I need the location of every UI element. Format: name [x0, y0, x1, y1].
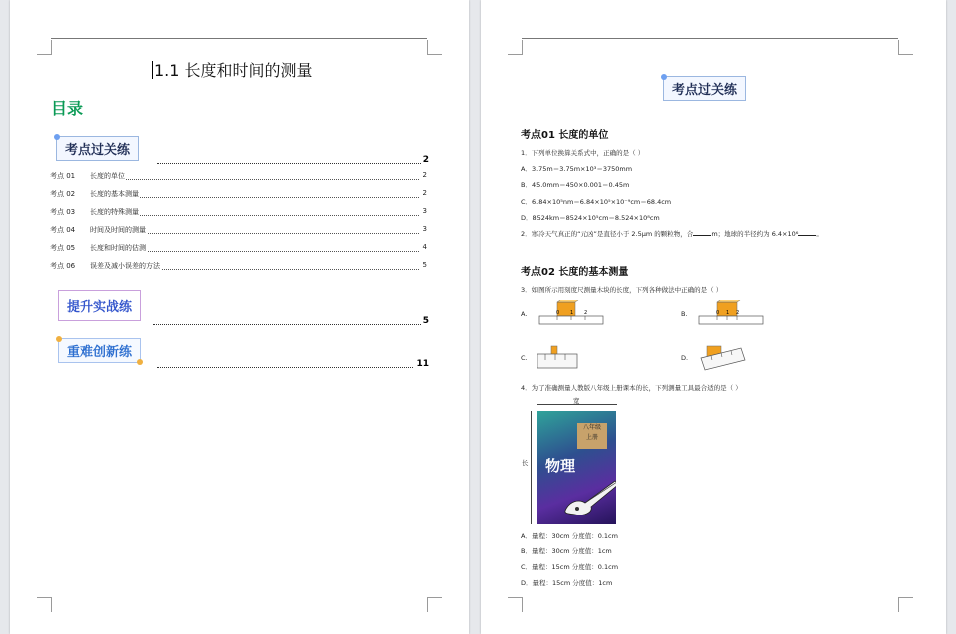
- ruler-figure-c: C.: [537, 344, 617, 374]
- ruler-diagram: [537, 344, 617, 374]
- tag-dot-icon: [54, 134, 60, 140]
- crop-mark: [37, 597, 52, 612]
- section-tag-kaodian[interactable]: 考点过关练: [56, 136, 139, 161]
- toc-heading: 目录: [51, 99, 84, 118]
- crop-mark: [508, 597, 523, 612]
- textbook-cover-image: [537, 411, 616, 524]
- toc-item[interactable]: 考点 03 长度的特殊测量 3: [50, 207, 427, 216]
- toc-item[interactable]: 考点 05 长度和时间的估测 4: [50, 243, 427, 252]
- option-text: B．量程：30cm 分度值：1cm: [521, 547, 612, 555]
- ruler-diagram: [537, 300, 617, 330]
- answer-blank: [798, 235, 816, 236]
- answer-blank: [693, 235, 711, 236]
- crop-mark: [508, 40, 523, 55]
- text-cursor: [152, 61, 153, 79]
- question-text: 4．为了准确测量人教版八年级上册课本的长，下列测量工具最合适的是（ ）: [521, 384, 742, 392]
- question-text: 2．寒冷天气真正的“元凶”是直径小于 2.5μm 的颗粒物，合 m；地球的半径约为 6.4×10⁶ 。: [521, 230, 823, 238]
- crop-mark: [898, 40, 913, 55]
- tag-dot-icon: [56, 336, 62, 342]
- ruler-figure-b: B. 0 1 2: [697, 300, 777, 330]
- banner-kaodian: 考点过关练: [663, 76, 746, 101]
- tag-dot-icon: [661, 74, 667, 80]
- toc-item[interactable]: 考点 04 时间及时间的测量 3: [50, 225, 427, 234]
- option-text: B．45.0mm＝450×0.001＝0.45m: [521, 181, 630, 189]
- section-title: 考点01 长度的单位: [521, 130, 609, 141]
- svg-text:0: 0: [716, 310, 720, 316]
- option-text: C．量程：15cm 分度值：0.1cm: [521, 563, 619, 571]
- crop-mark: [427, 597, 442, 612]
- length-dimension-line: [531, 411, 532, 524]
- toc-section-line[interactable]: 5: [153, 312, 427, 325]
- option-text: C．6.84×10⁵nm＝6.84×10⁵×10⁻⁹cm＝68.4cm: [521, 198, 672, 206]
- option-text: A．3.75m＝3.75m×10³＝3750mm: [521, 165, 633, 173]
- option-text: A．量程：30cm 分度值：0.1cm: [521, 532, 618, 540]
- width-label: 宽: [573, 397, 580, 405]
- question-text: 3．如图所示用刻度尺测量木块的长度，下列各种做法中正确的是（ ）: [521, 286, 723, 294]
- section-tag-tisheng[interactable]: 提升实战练: [58, 290, 141, 321]
- header-rule: [522, 38, 898, 39]
- book-label: 八年级 上册: [577, 423, 607, 449]
- svg-text:2: 2: [584, 310, 588, 316]
- question-text: 1．下列单位换算关系式中，正确的是（ ）: [521, 149, 645, 157]
- ruler-diagram: [697, 344, 777, 374]
- length-label: 长: [522, 459, 529, 467]
- svg-text:1: 1: [726, 310, 730, 316]
- crop-mark: [898, 597, 913, 612]
- toc-item[interactable]: 考点 01 长度的单位 2: [50, 171, 427, 180]
- crop-mark: [37, 40, 52, 55]
- toc-section-line[interactable]: 2: [157, 151, 427, 164]
- ruler-figure-d: D.: [697, 344, 777, 374]
- toc-item[interactable]: 考点 02 长度的基本测量 2: [50, 189, 427, 198]
- document-page-left: [10, 0, 469, 634]
- crop-mark: [427, 40, 442, 55]
- guitar-icon: [563, 475, 616, 515]
- document-page-right: [481, 0, 946, 634]
- section-tag-zhongnan[interactable]: 重难创新练: [58, 338, 141, 363]
- svg-text:2: 2: [736, 310, 740, 316]
- ruler-diagram: [697, 300, 777, 330]
- document-title[interactable]: 1.1 长度和时间的测量: [154, 61, 313, 80]
- ruler-figure-a: A. 0 1 2: [537, 300, 617, 330]
- option-text: D．8524km＝8524×10⁵cm＝8.524×10⁸cm: [521, 214, 660, 222]
- section-title: 考点02 长度的基本测量: [521, 267, 629, 278]
- book-title: 物理: [545, 457, 576, 475]
- header-rule: [51, 38, 427, 39]
- toc-item[interactable]: 考点 06 误差及减小误差的方法 5: [50, 261, 427, 270]
- svg-text:1: 1: [570, 310, 574, 316]
- svg-text:0: 0: [556, 310, 560, 316]
- tag-dot-icon: [137, 359, 143, 365]
- option-text: D．量程：15cm 分度值：1cm: [521, 579, 613, 587]
- toc-section-line[interactable]: 11: [157, 355, 427, 368]
